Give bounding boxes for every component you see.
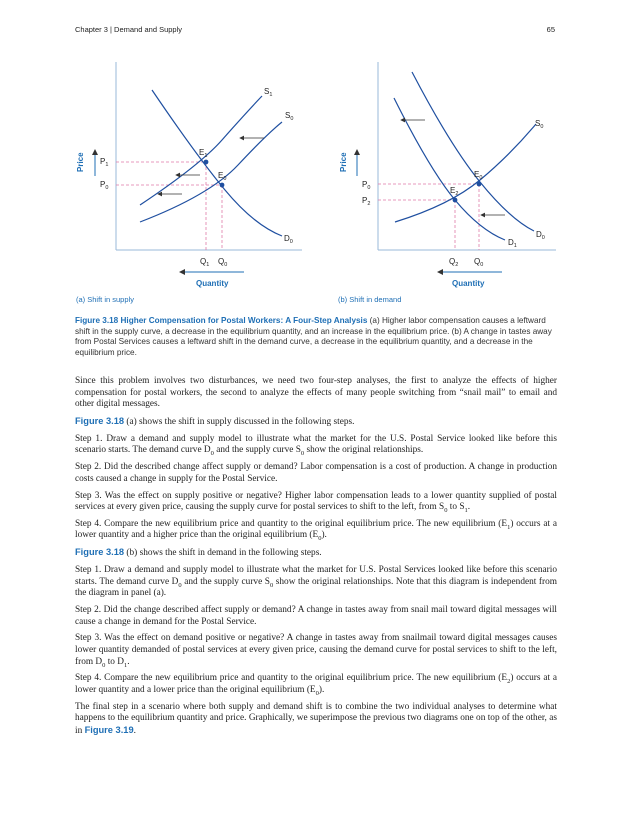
figure-caption-text: (a) Higher labor compensation causes a leftward shift in the supply curve, a decrease in the equilibrium quantity, and an increase in the equilibrium price. (b) A change in tastes away from Postal Services causes a leftward shift in the demand curve, a decrease in the equilibrium quantity, and a decrease in the equilibrium price.: [75, 316, 552, 357]
panel-b-y-axis-title: Price: [339, 152, 348, 172]
panel-b-e2-point: [453, 198, 458, 203]
panel-b-label-e0: $E_0$: [474, 170, 483, 181]
panel-a-label-e0: $E_0$: [218, 171, 227, 182]
paragraph: The final step in a scenario where both supply and demand shift is to combine the two individual analyses to determine what happens to the equilibrium quantity and price. Graphically, we superimpose the previous two diagrams one on top of the other, as in Figure 3.19.: [75, 701, 557, 736]
paragraph: Step 3. Was the effect on demand positive or negative? A change in tastes away from snailmail toward digital messages causes lower quantity demanded of postal services at every given price, causing the demand curve for postal services to shift to the left, from $D_0$ to $D_1$.: [75, 633, 557, 669]
figure-caption: [75, 316, 557, 358]
figure-link[interactable]: Figure 3.19: [84, 724, 134, 735]
panel-b-x-axis-title: Quantity: [452, 279, 485, 288]
panel-a-demand-d0: [152, 90, 282, 236]
paragraph: Step 2. Did the described change affect supply or demand? Labor compensation is a cost of production. A change in production costs caused a change in supply for the Postal Service.: [75, 462, 557, 484]
panel-b-supply-s0: [395, 124, 536, 222]
paragraph: Step 2. Did the change described affect supply or demand? A change in tastes away from snail mail toward digital messages will cause a change in demand for the Postal Service.: [75, 605, 557, 627]
paragraph: Step 3. Was the effect on supply positive or negative? Higher labor compensation leads to a lower quantity supplied of postal services at every given price, causing the supply curve for postal services to shift to the left, from $S_0$ to $S_1$.: [75, 490, 557, 514]
panel-b-label-q2: $Q_2$: [449, 257, 459, 268]
page-number: 65: [546, 25, 555, 34]
panel-a-x-axis-title: Quantity: [196, 279, 229, 288]
panel-b-label-s0: $S_0$: [535, 119, 544, 130]
panel-a-e0-point: [220, 183, 225, 188]
panel-b-caption: (b) Shift in demand: [338, 295, 402, 304]
paragraph: Step 4. Compare the new equilibrium price and quantity to the original equilibrium price. The new equilibrium $(E_1)$ occurs at a lower quantity and a higher price than the original equilibrium $(E_0)$.: [75, 518, 557, 543]
figure-link[interactable]: Figure 3.18: [75, 415, 125, 426]
figure-link[interactable]: Figure 3.18: [75, 547, 125, 558]
panel-a-label-q0: $Q_0$: [218, 257, 228, 268]
paragraph: Figure 3.18 (b) shows the shift in demand in the following steps.: [75, 547, 322, 559]
running-header-chapter: Chapter 3 | Demand and Supply: [75, 25, 183, 34]
panel-a-y-axis-title: Price: [76, 152, 85, 172]
panel-b-label-q0: $Q_0$: [474, 257, 484, 268]
panel-b-label-d1: $D_1$: [508, 238, 517, 249]
panel-a-e1-point: [204, 160, 209, 165]
paragraph: Step 1. Draw a demand and supply model to illustrate what the market for the U.S. Postal Service looked like before this scenario starts. The demand curve $D_0$ and the supply curve $S_0$ show the original relationships.: [75, 433, 557, 458]
panel-a-label-e1: $E_1$: [199, 148, 208, 159]
panel-a-shift-in-supply: [76, 62, 302, 304]
figure-caption-title: Figure 3.18 Higher Compensation for Postal Workers: A Four-Step Analysis: [75, 316, 368, 325]
figure-3-18: [0, 0, 630, 315]
paragraph: Since this problem involves two disturbances, we need two four-step analyses, the first to analyze the effects of higher compensation for postal workers, the second to analyze the effects of many people switching from “snail mail” to email and other digital messages.: [75, 376, 557, 410]
panel-b-label-d0: $D_0$: [536, 230, 545, 241]
panel-a-label-d0: $D_0$: [284, 234, 293, 245]
panel-b-demand-d0: [412, 72, 534, 231]
panel-b-label-e2: $E_2$: [450, 186, 459, 197]
panel-b-e0-point: [477, 182, 482, 187]
panel-a-label-p1: $P_1$: [100, 157, 109, 168]
panel-a-label-s1: $S_1$: [264, 87, 273, 98]
body-text: [75, 376, 557, 743]
panel-b-label-p0: $P_0$: [362, 180, 371, 191]
panel-b-demand-d1: [394, 98, 505, 240]
panel-a-label-q1: $Q_1$: [200, 257, 210, 268]
panel-b-shift-in-demand: [338, 62, 556, 304]
panel-b-label-p2: $P_2$: [362, 196, 371, 207]
panel-a-label-s0: $S_0$: [285, 111, 294, 122]
paragraph: Figure 3.18 (a) shows the shift in supply discussed in the following steps.: [75, 415, 355, 427]
panel-a-label-p0: $P_0$: [100, 180, 109, 191]
panel-a-caption: (a) Shift in supply: [76, 295, 134, 304]
paragraph: Step 4. Compare the new equilibrium price and quantity to the original equilibrium price. The new equilibrium $(E_2)$ occurs at a lower quantity and a lower price than the original equilibrium $(E_0)$.: [75, 673, 557, 697]
paragraph: Step 1. Draw a demand and supply model to illustrate what the market for U.S. Postal Services looked like before this scenario starts. The demand curve $D_0$ and the supply curve $S_0$ show the original relationships. Note that this diagram is independent from the diagram in panel (a).: [75, 565, 557, 599]
